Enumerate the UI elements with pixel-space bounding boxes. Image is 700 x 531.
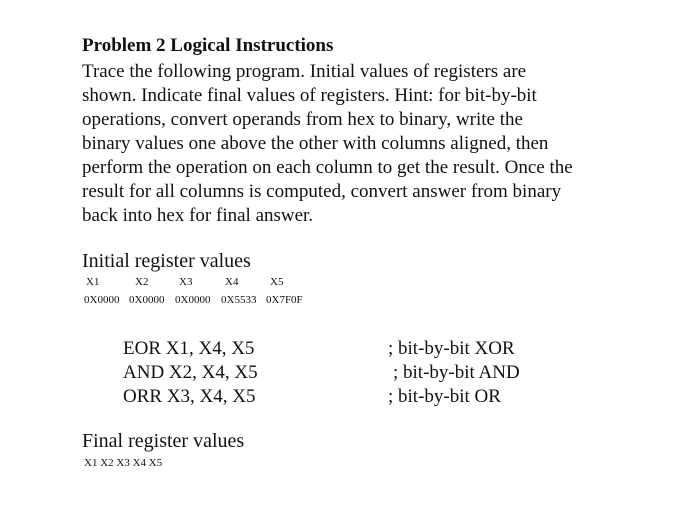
instruction-line: ORR X3, X4, X5 [123, 386, 256, 407]
paragraph-line: shown. Indicate final values of registers. Hint: for bit-by-bit [82, 85, 537, 106]
register-value-x1: 0X0000 [84, 294, 120, 306]
instruction-line: EOR X1, X4, X5 [123, 338, 255, 359]
program-instructions [123, 337, 258, 409]
comment-line: ; bit-by-bit AND [393, 362, 520, 383]
paragraph-line: perform the operation on each column to get the result. Once the [82, 157, 573, 178]
instruction-line: AND X2, X4, X5 [123, 362, 258, 383]
paragraph-line: binary values one above the other with columns aligned, then [82, 133, 549, 154]
register-label-x5: X5 [270, 276, 284, 288]
register-value-x2: 0X0000 [129, 294, 165, 306]
comment-line: ; bit-by-bit XOR [388, 338, 515, 359]
problem-description [82, 60, 573, 228]
register-value-x3: 0X0000 [175, 294, 211, 306]
paragraph-line: result for all columns is computed, convert answer from binary [82, 181, 562, 202]
comment-line: ; bit-by-bit OR [388, 386, 501, 407]
register-value-x4: 0X5533 [221, 294, 257, 306]
final-values-heading: Final register values [82, 430, 245, 452]
register-label-x1: X1 [86, 276, 100, 288]
paragraph-line: operations, convert operands from hex to binary, write the [82, 109, 523, 130]
register-label-x4: X4 [225, 276, 239, 288]
register-label-x3: X3 [179, 276, 193, 288]
program-comments [388, 337, 520, 409]
initial-values-heading: Initial register values [82, 250, 251, 272]
paragraph-line: back into hex for final answer. [82, 205, 314, 226]
paragraph-line: Trace the following program. Initial values of registers are [82, 61, 527, 82]
problem-title: Problem 2 Logical Instructions [82, 35, 334, 56]
register-value-x5: 0X7F0F [266, 294, 303, 306]
final-register-labels: X1 X2 X3 X4 X5 [84, 457, 163, 469]
register-label-x2: X2 [135, 276, 149, 288]
